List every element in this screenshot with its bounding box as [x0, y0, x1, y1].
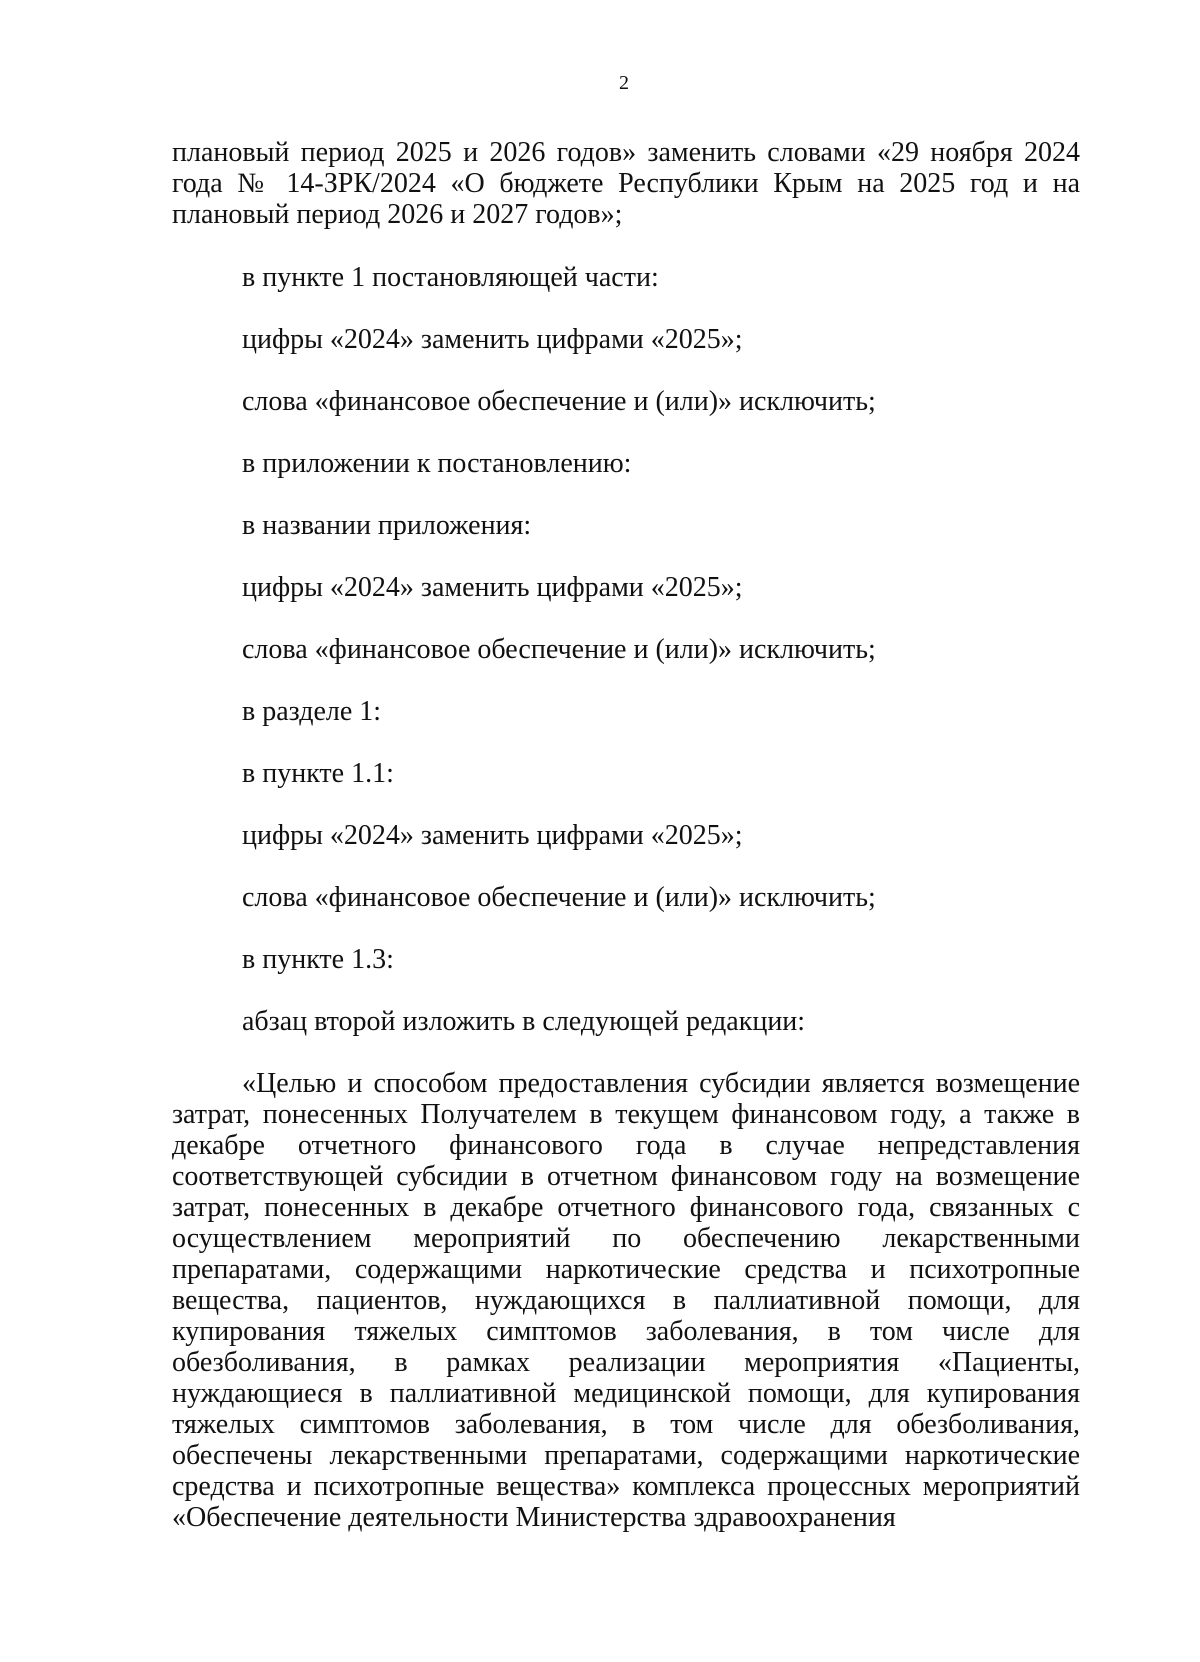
paragraph-item-1: в пункте 1 постановляющей части:: [242, 262, 659, 293]
paragraph-item-3: слова «финансовое обеспечение и (или)» исключить;: [242, 386, 876, 417]
paragraph-item-7: слова «финансовое обеспечение и (или)» исключить;: [242, 634, 876, 665]
paragraph-continuation: плановый период 2025 и 2026 годов» заменить словами «29 ноября 2024 года № 14-ЗРК/2024 «О бюджете Республики Крым на 2025 год и на плановый период 2026 и 2027 годов»;: [172, 137, 1080, 230]
paragraph-item-10: цифры «2024» заменить цифрами «2025»;: [242, 820, 743, 851]
paragraph-item-13: абзац второй изложить в следующей редакции:: [242, 1006, 806, 1037]
document-body: [172, 137, 1080, 1533]
page-number: 2: [619, 72, 629, 94]
paragraph-item-2: цифры «2024» заменить цифрами «2025»;: [242, 324, 743, 355]
paragraph-item-4: в приложении к постановлению:: [242, 448, 632, 479]
paragraph-item-9: в пункте 1.1:: [242, 758, 394, 789]
paragraph-item-8: в разделе 1:: [242, 696, 382, 727]
paragraph-quoted-text: «Целью и способом предоставления субсидии является возмещение затрат, понесенных Получателем в текущем финансовом году, а также в декабре отчетного финансового года в случае непредставления соответствующей субсидии в отчетном финансовом году на возмещение затрат, понесенных в декабре отчетного финансового года, связанных с осуществлением мероприятий по обеспечению лекарственными препаратами, содержащими наркотические средства и психотропные вещества, пациентов, нуждающихся в паллиативной помощи, для купирования тяжелых симптомов заболевания, в том числе для обезболивания, в рамках реализации мероприятия «Пациенты, нуждающиеся в паллиативной медицинской помощи, для купирования тяжелых симптомов заболевания, в том числе для обезболивания, обеспечены лекарственными препаратами, содержащими наркотические средства и психотропные вещества» комплекса процессных мероприятий «Обеспечение деятельности Министерства здравоохранения: [172, 1068, 1080, 1533]
paragraph-item-12: в пункте 1.3:: [242, 944, 394, 975]
paragraph-item-5: в названии приложения:: [242, 510, 532, 541]
paragraph-item-11: слова «финансовое обеспечение и (или)» исключить;: [242, 882, 876, 913]
paragraph-item-6: цифры «2024» заменить цифрами «2025»;: [242, 572, 743, 603]
